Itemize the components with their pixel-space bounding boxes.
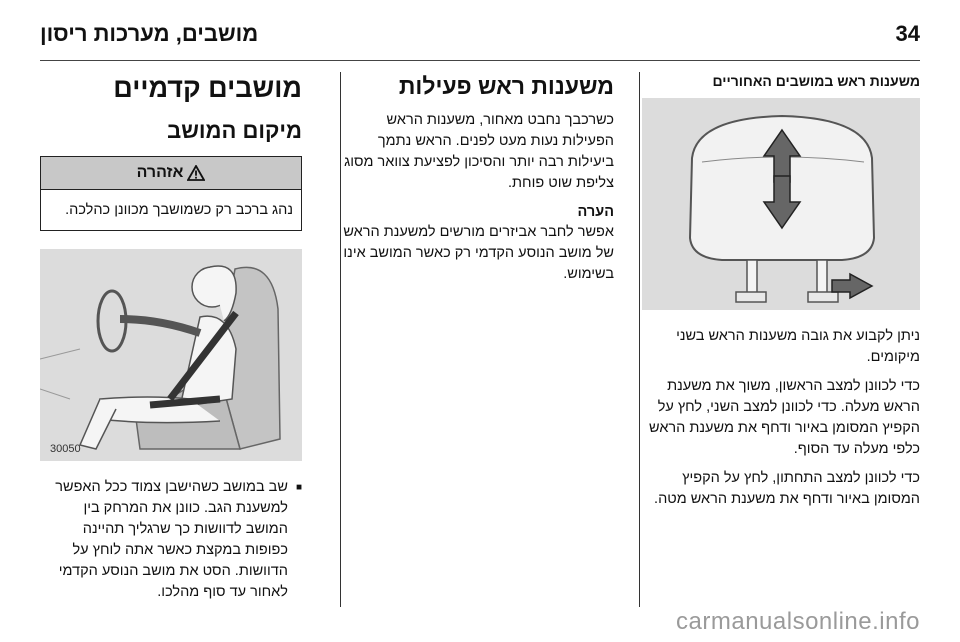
- figure-code: 30050: [50, 443, 81, 455]
- paragraph: כדי לכוונן למצב התחתון, לחץ על הקפיץ המסומן באיור ודחף את משענת הראש מטה.: [654, 470, 920, 507]
- section-heading: משענות ראש פעילות: [398, 73, 614, 99]
- rear-headrests-section: [642, 72, 920, 518]
- page-header: [40, 14, 920, 54]
- headrest-illustration: [642, 98, 920, 310]
- column-divider: [639, 72, 640, 607]
- driver-position-figure: [40, 249, 302, 461]
- headrest-figure: [642, 98, 920, 310]
- active-headrests-section: [340, 72, 614, 293]
- front-seats-section: [40, 72, 302, 603]
- paragraph: ניתן לקבוע את גובה משענות הראש בשני מיקומים.: [676, 328, 920, 365]
- warning-icon: [187, 165, 205, 181]
- bullet-icon: ■: [295, 482, 302, 493]
- watermark: carmanualsonline.info: [676, 608, 920, 635]
- header-rule: [40, 60, 920, 61]
- section-heading: מושבים קדמיים: [113, 73, 302, 103]
- section-heading: משענות ראש במושבים האחוריים: [712, 73, 920, 89]
- note-text: אפשר לחבר אביזרים מורשים למשענת הראש של מושב הנוסע הקדמי רק כאשר המושב אינו בשימוש.: [343, 224, 614, 282]
- paragraph: כדי לכוונן למצב הראשון, משוך את משענת הראש מעלה. כדי לכוונן למצב השני, לחץ על הקפיץ המסומן באיור ודחף את משענת הראש כלפי מעלה עד הסוף.: [649, 378, 920, 457]
- warning-text: נהג ברכב רק כשמושבך מכוונן כהלכה.: [65, 202, 293, 218]
- paragraph: כשרכבך נחבט מאחור, משענות הראש הפעילות נעות מעט לפנים. הראש נתמך ביעילות רבה יותר והסיכון לפציעת צוואר מסוג צליפת שוט פוחת.: [344, 112, 614, 191]
- warning-header: [41, 157, 301, 190]
- bullet-text: שב במושב כשהישבן צמוד ככל האפשר למשענת הגב. כוונן את המרחק בין המושב לדוושות כך שרגליך תהיינה כפופות במקצת כאשר אתה לוחץ על הדוושות. הסט את מושב הנוסע הקדמי לאחור עד סוף מהלכו.: [55, 479, 288, 600]
- note-label: הערה: [577, 204, 614, 220]
- warning-box: [40, 156, 302, 231]
- driver-illustration: [40, 249, 302, 461]
- subsection-heading: מיקום המושב: [167, 118, 302, 143]
- page-number: 34: [895, 21, 920, 46]
- warning-label: אזהרה: [136, 164, 184, 181]
- list-item: [40, 477, 302, 603]
- chapter-title: מושבים, מערכות ריסון: [40, 21, 259, 46]
